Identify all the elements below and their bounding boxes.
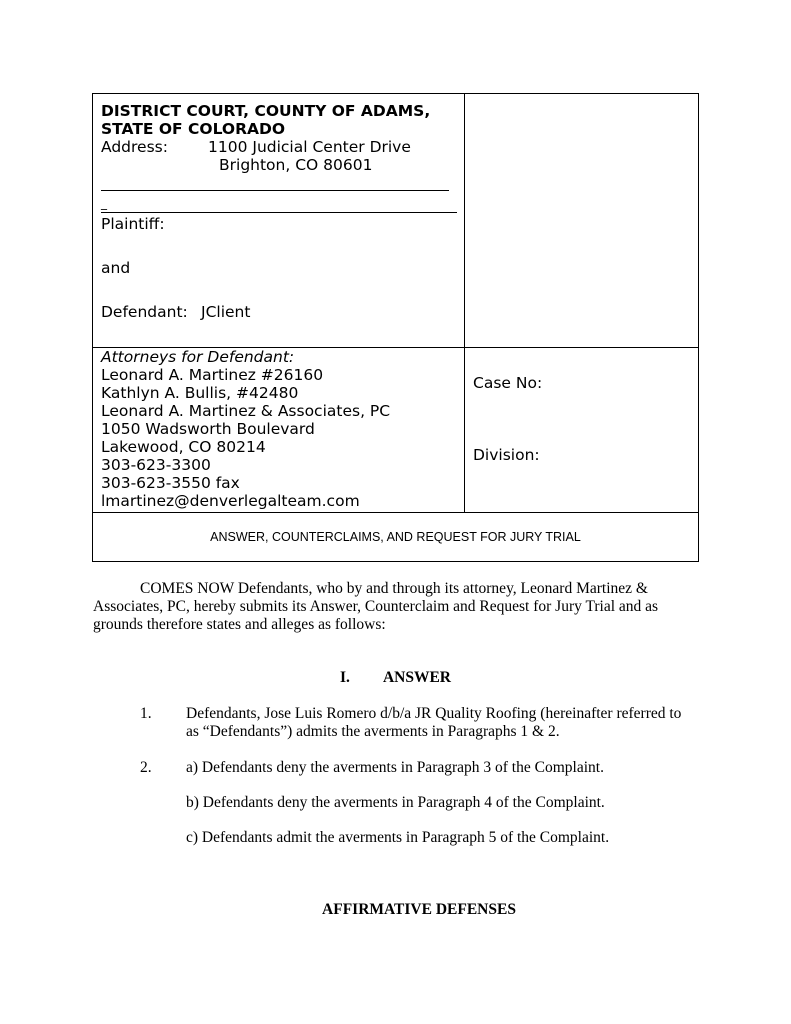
defendant-line: [101, 303, 250, 321]
attorney-line: Kathlyn A. Bullis, #42480: [101, 384, 299, 402]
answer-section-number: I.: [340, 669, 350, 686]
answer-section-title: ANSWER: [382, 669, 451, 686]
attorney-line: Leonard A. Martinez & Associates, PC: [101, 402, 391, 420]
item-subpoint-b: b) Defendants deny the averments in Paragraph 4 of the Complaint.: [186, 794, 605, 811]
plaintiff-label: Plaintiff:: [101, 215, 165, 233]
item-subpoint-a: a) Defendants deny the averments in Paragraph 3 of the Complaint.: [186, 759, 604, 776]
case-caption-table: [92, 93, 699, 562]
caption-row-title: [93, 513, 698, 561]
separator-rule: [101, 212, 457, 213]
address-label: Address:: [101, 138, 168, 156]
case-no-label: Case No:: [473, 374, 543, 392]
court-use-cell: [465, 94, 698, 347]
caption-row-parties: [93, 94, 698, 348]
court-name-line1: DISTRICT COURT, COUNTY OF ADAMS,: [101, 102, 431, 120]
attorney-line: 303-623-3300: [101, 456, 211, 474]
defendant-name: JClient: [201, 303, 251, 321]
item-number: 1.: [140, 705, 152, 722]
attorney-line: 303-623-3550 fax: [101, 474, 240, 492]
attorney-block: [101, 348, 390, 510]
address-line2: Brighton, CO 80601: [219, 156, 373, 174]
intro-line: grounds therefore states and alleges as follows:: [93, 616, 386, 633]
item-subpoint-c: c) Defendants admit the averments in Paragraph 5 of the Complaint.: [186, 829, 610, 846]
attorneys-heading: Attorneys for Defendant:: [101, 348, 295, 366]
court-and-parties-cell: [93, 94, 465, 347]
court-name-line2: STATE OF COLORADO: [101, 120, 286, 138]
attorney-email: lmartinez@denverlegalteam.com: [101, 492, 360, 510]
answer-heading: [0, 669, 791, 687]
document-title: ANSWER, COUNTERCLAIMS, AND REQUEST FOR JURY TRIAL: [210, 530, 581, 544]
underscore-mark: _: [101, 196, 107, 210]
attorney-cell: [93, 348, 465, 512]
intro-line: Associates, PC, hereby submits its Answer, Counterclaim and Request for Jury Trial and as: [93, 598, 659, 615]
defendant-label: Defendant:: [101, 303, 188, 321]
intro-line: COMES NOW Defendants, who by and through its attorney, Leonard Martinez &: [140, 580, 648, 597]
division-label: Division:: [473, 446, 540, 464]
answer-item-2: [140, 759, 700, 777]
intro-paragraph: [93, 580, 693, 634]
court-address: [101, 138, 411, 156]
answer-item-1: [140, 705, 700, 741]
separator-rule: [101, 190, 449, 191]
case-number-cell: [465, 348, 698, 512]
address-line1: 1100 Judicial Center Drive: [208, 138, 411, 156]
affirmative-defenses-heading: AFFIRMATIVE DEFENSES: [322, 901, 516, 918]
attorney-line: Lakewood, CO 80214: [101, 438, 266, 456]
item-line: Defendants, Jose Luis Romero d/b/a JR Quality Roofing (hereinafter referred to: [186, 705, 682, 722]
attorney-line: 1050 Wadsworth Boulevard: [101, 420, 315, 438]
item-line: as “Defendants”) admits the averments in Paragraphs 1 & 2.: [186, 723, 560, 740]
and-label: and: [101, 259, 131, 277]
court-name: [101, 102, 430, 138]
caption-row-attorneys: [93, 348, 698, 513]
attorney-line: Leonard A. Martinez #26160: [101, 366, 324, 384]
item-number: 2.: [140, 759, 152, 776]
